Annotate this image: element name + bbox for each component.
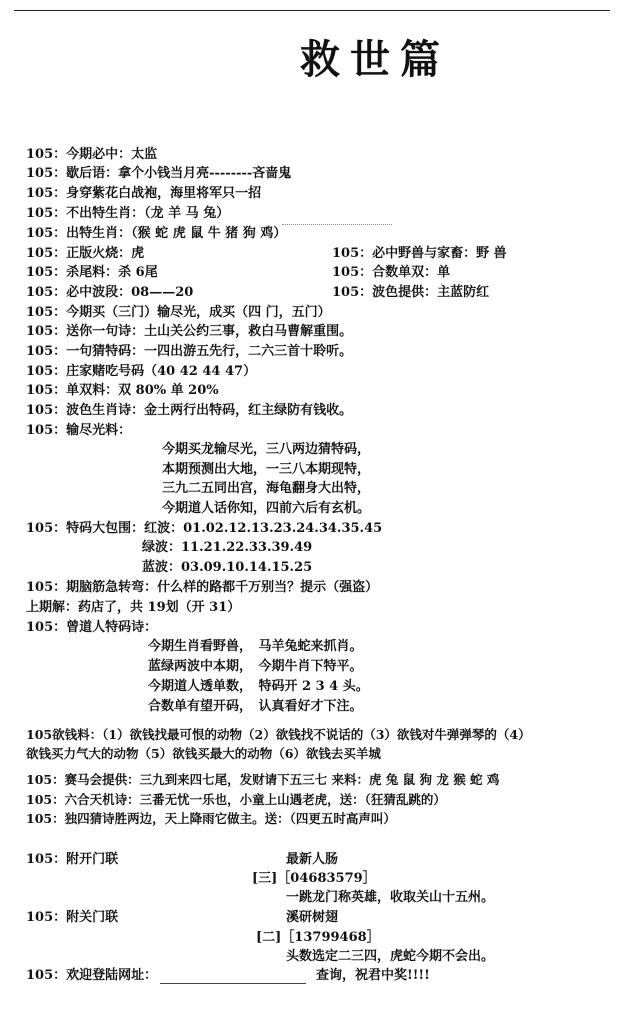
line-green-wave: 绿波：11.21.22.33.39.49 [142,540,313,555]
line-riddle: 105：一句猜特码：一四出游五先行，二六三首十聆听。 [26,344,353,359]
line-color: 105：波色提供：主蓝防红 [332,285,490,300]
line-lose-all: 105：输尽光料： [26,423,132,438]
poem-line: 今期买龙输尽光，三八两边猜特码， [162,442,371,457]
dotted-mark [282,224,392,225]
poem-line: 今期道人透单数， 特码开 2 3 4 头。 [148,679,369,694]
poem-line: 三九二五同出宫，海龟翻身大出特， [162,481,371,496]
open-couplet-verse: 一跳龙门称英雄，收取关山十五州。 [286,890,495,905]
close-couplet-title: 溪研树翅 [286,910,339,925]
line-heaven-poem: 105：六合天机诗：三番无忧一乐也，小童上山遇老虎，送：（狂猜乱跳的） [26,792,446,807]
line-zeng-poem: 105：曾道人特码诗： [26,620,158,635]
line-odd-even: 105：合数单双：单 [332,265,451,280]
line-must-win: 105：今期必中：太监 [26,147,158,162]
poem-line: 蓝绿两波中本期， 今期牛肖下特平。 [148,659,363,674]
line-horse-club: 105：赛马会提供：三九到来四七尾，发财请下五三七 来料：虎 兔 鼠 狗 龙 猴 蛇 鸡 [26,772,500,787]
website-blank [160,983,306,984]
line-last-answer: 上期解：药店了，共 19划（开 31） [26,600,241,615]
open-couplet-title: 最新人肠 [286,852,339,867]
line-brain-teaser: 105：期脑筋急转弯：什么样的路都千万别当？提示（强盗） [26,580,379,595]
line-color-poem: 105：波色生肖诗：金土两行出特码，红主绿防有钱收。 [26,403,353,418]
poem-line: 本期预测出大地，一三八本期现特， [162,462,371,477]
line-zodiac: 105：出特生肖：（猴 蛇 虎 鼠 牛 猪 狗 鸡） [26,226,287,241]
line-poem-gift: 105：送你一句诗：土山关公约三事，救白马曹解重围。 [26,324,353,339]
poem-line: 今期生肖看野兽， 马羊兔蛇来抓肖。 [148,639,363,654]
line-website: 105：欢迎登陆网址： [26,968,158,983]
line-money-riddle: 105欲钱料：（1）欲钱找最可恨的动物（2）欲钱找不说话的（3）欲钱对牛弹弹琴的（4） [26,727,531,742]
line-red-wave: 105：特码大包围：红波：01.02.12.13.23.24.34.35.45 [26,521,383,536]
line-money-riddle-cont: 欲钱买力气大的动物（5）欲钱买最大的动物（6）欲钱去买羊城 [26,746,381,761]
line-band: 105：必中波段：08——20 [26,285,194,300]
line-closing: 查询，祝君中奖!!!! [316,968,430,983]
close-couplet-code: [二]［13799468］ [256,930,380,945]
line-fire: 105：正版火烧：虎 [26,246,145,261]
line-beast: 105：必中野兽与家畜：野 兽 [332,246,507,261]
line-blue-wave: 蓝波：03.09.10.14.15.25 [142,560,313,575]
page-title: 救世篇 [300,36,450,83]
line-kill-tail: 105：杀尾料：杀 6尾 [26,265,158,280]
line-odd-even-ratio: 105：单双料：双 80% 单 20% [26,383,219,398]
top-rule [14,10,610,11]
line-poem-warrior: 105：身穿紫花白战袍，海里将军只一招 [26,186,262,201]
line-proverb: 105：歇后语：拿个小钱当月亮--------吝啬鬼 [26,166,292,181]
line-not-zodiac: 105：不出特生肖：（龙 羊 马 兔） [26,206,230,221]
line-banker: 105：庄家赌吃号码（40 42 44 47） [26,364,257,379]
line-doors: 105：今期买（三门）输尽光，成买（四 门，五门） [26,305,331,320]
line-open-couplet: 105：附开门联 [26,852,119,867]
line-solo-poem: 105：独四猜诗胜两边，天上降雨它做主。送：（四更五时高声叫） [26,811,396,826]
poem-line: 合数单有望开码， 认真看好才下注。 [148,699,363,714]
line-close-couplet: 105：附关门联 [26,910,119,925]
poem-line: 今期道人话你知，四前六后有玄机。 [162,501,371,516]
close-couplet-verse: 头数选定二三四，虎蛇今期不会出。 [286,949,495,964]
open-couplet-code: [三]［04683579］ [252,871,376,886]
